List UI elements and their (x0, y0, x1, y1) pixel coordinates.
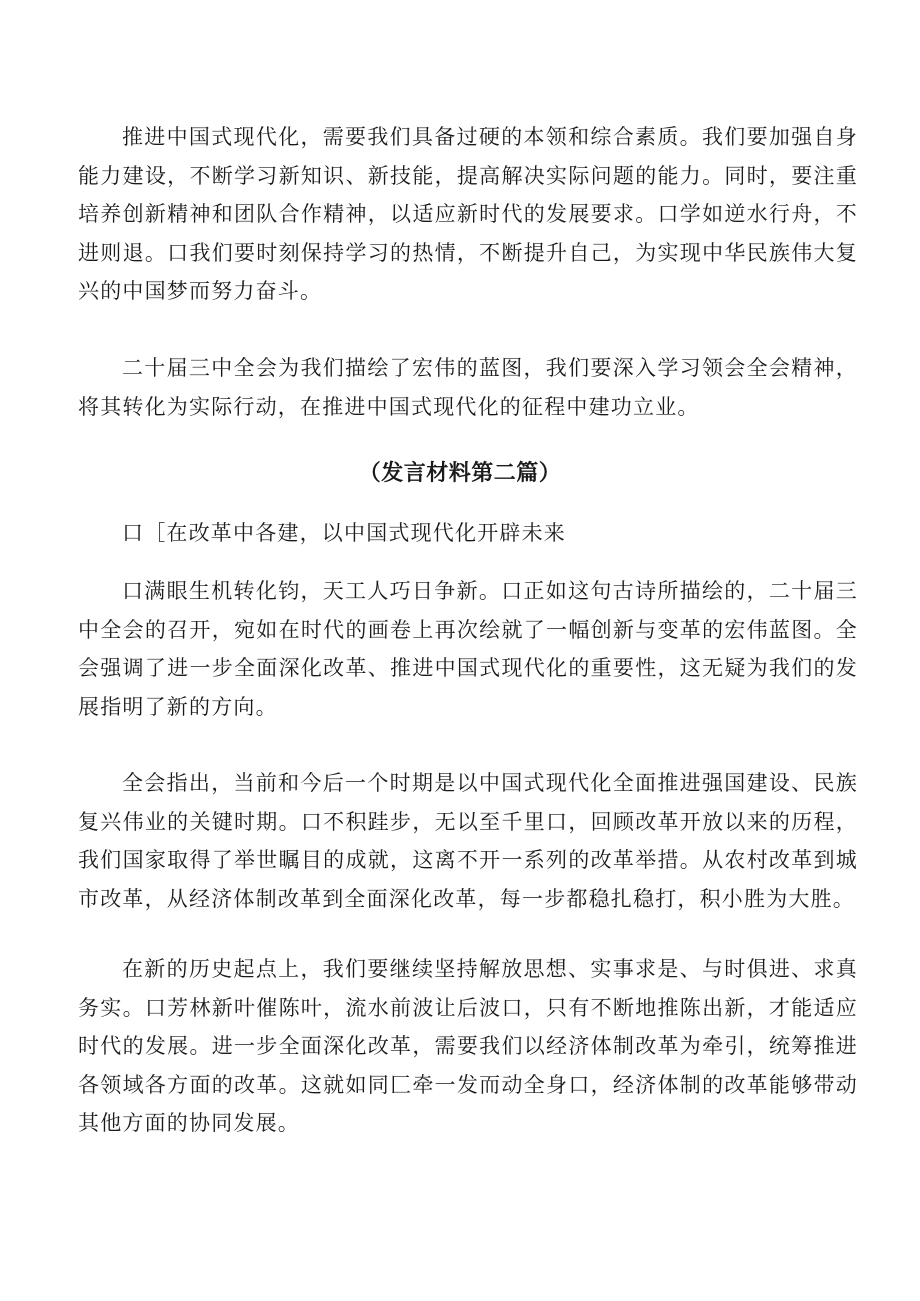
paragraph-study-ability: 推进中国式现代化，需要我们具备过硬的本领和综合素质。我们要加强自身能力建设，不断学习新知识、新技能，提高解决实际问题的能力。同时，要注重培养创新精神和团队合作精神，以适应新时代的发展要求。口学如逆水行舟，不进则退。口我们要时刻保持学习的热情，不断提升自己，为实现中华民族伟大复兴的中国梦而努力奋斗。 (78, 125, 858, 303)
section-subtitle: 口［在改革中各建，以中国式现代化开辟未来 (122, 521, 566, 545)
paragraph-innovation: 口满眼生机转化钧，天工人巧日争新。口正如这句古诗所描绘的，二十届三中全会的召开，宛如在时代的画卷上再次绘就了一幅创新与变革的宏伟蓝图。全会强调了进一步全面深化改革、推进中国式现代化的重要性，这无疑为我们的发展指明了新的方向。 (78, 579, 858, 719)
paragraph-new-starting-point: 在新的历史起点上，我们要继续坚持解放思想、实事求是、与时俱进、求真务实。口芳林新叶催陈叶，流水前波让后波口，只有不断地推陈出新，才能适应时代的发展。进一步全面深化改革，需要我们以经济体制改革为牵引，统筹推进各领域各方面的改革。这就如同匚牵一发而动全身口，经济体制的改革能够带动其他方面的协同发展。 (78, 957, 858, 1135)
section-heading: （发言材料第二篇） (358, 461, 562, 486)
paragraph-blueprint: 二十届三中全会为我们描绘了宏伟的蓝图，我们要深入学习领会全会精神，将其转化为实际行动，在推进中国式现代化的征程中建功立业。 (78, 356, 858, 419)
paragraph-reform-history: 全会指出，当前和今后一个时期是以中国式现代化全面推进强国建设、民族复兴伟业的关键时期。口不积跬步，无以至千里口，回顾改革开放以来的历程，我们国家取得了举世瞩目的成就，这离不开一系列的改革举措。从农村改革到城市改革，从经济体制改革到全面深化改革，每一步都稳扎稳打，积小胜为大胜。 (78, 771, 858, 911)
